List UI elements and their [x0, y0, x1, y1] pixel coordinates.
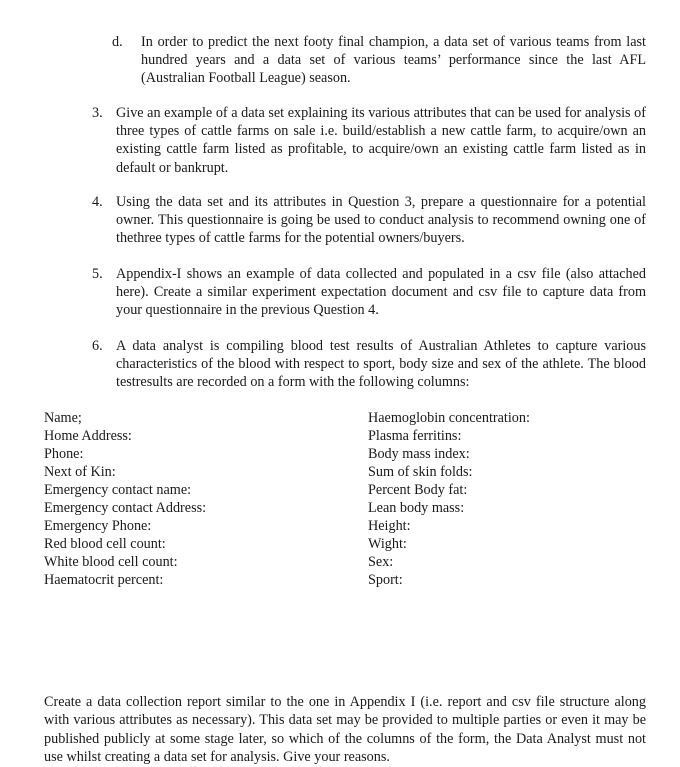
question-3 [68, 104, 646, 177]
form-column-item: Lean body mass: [368, 500, 465, 516]
question-4 [68, 193, 646, 248]
form-column-item: Emergency contact Address: [44, 500, 207, 516]
question-5 [68, 265, 646, 320]
form-column-item: Name; [44, 410, 82, 426]
form-column-item: Haematocrit percent: [44, 572, 164, 588]
form-column-item: Plasma ferritins: [368, 428, 462, 444]
question-text: Using the data set and its attributes in Question 3, prepare a questionnaire for a potential owner. This questionnaire is going be used to conduct analysis to recommend owning one of thethree types of cattle farms for the potential owners/buyers. [116, 194, 646, 247]
question-text: Appendix-I shows an example of data collected and populated in a csv file (also attached here). Create a similar experiment expectation document and csv file to capture data from your questionnaire in the previous Question 4. [116, 266, 646, 319]
question-number: 4. [92, 194, 103, 210]
question-text: A data analyst is compiling blood test results of Australian Athletes to capture various characteristics of the blood with respect to sport, body size and sex of the athlete. The blood testresults are recorded on a form with the following columns: [116, 338, 646, 391]
form-columns-right [368, 409, 530, 589]
form-column-item: Emergency Phone: [44, 518, 152, 534]
form-column-item: Height: [368, 518, 411, 534]
form-column-item: Wight: [368, 536, 407, 552]
form-column-item: Phone: [44, 446, 84, 462]
form-column-item: Next of Kin: [44, 464, 116, 480]
form-columns-left [44, 409, 206, 589]
item-label: d. [112, 34, 123, 50]
question-6 [68, 337, 646, 392]
form-column-item: White blood cell count: [44, 554, 178, 570]
form-column-item: Percent Body fat: [368, 482, 468, 498]
form-column-item: Sport: [368, 572, 403, 588]
closing-paragraph: Create a data collection report similar to the one in Appendix I (i.e. report and csv file structure along with various attributes as necessary). This data set may be provided to multiple parties or even it may be published publicly at some stage later, so which of the columns of the form, the Data Analyst must not use whilst creating a data set for analysis. Give your reasons. [44, 694, 646, 765]
form-column-item: Home Address: [44, 428, 132, 444]
question-number: 5. [92, 266, 103, 282]
form-column-item: Sum of skin folds: [368, 464, 473, 480]
item-text: In order to predict the next footy final champion, a data set of various teams from last hundred years and a data set of various teams’ performance since the last AFL (Australian Football League) season. [141, 34, 646, 87]
form-column-item: Body mass index: [368, 446, 470, 462]
form-column-item: Sex: [368, 554, 394, 570]
question-number: 6. [92, 338, 103, 354]
question-text: Give an example of a data set explaining its various attributes that can be used for analysis of three types of cattle farms on sale i.e. build/establish a new cattle farm, to acquire/own an existing cattle farm listed as profitable, to acquire/own an existing cattle farm listed as in default or bankrupt. [116, 105, 646, 176]
form-column-item: Red blood cell count: [44, 536, 166, 552]
form-column-item: Haemoglobin concentration: [368, 410, 530, 426]
question-item-d [112, 33, 646, 88]
question-number: 3. [92, 105, 103, 121]
form-column-item: Emergency contact name: [44, 482, 192, 498]
